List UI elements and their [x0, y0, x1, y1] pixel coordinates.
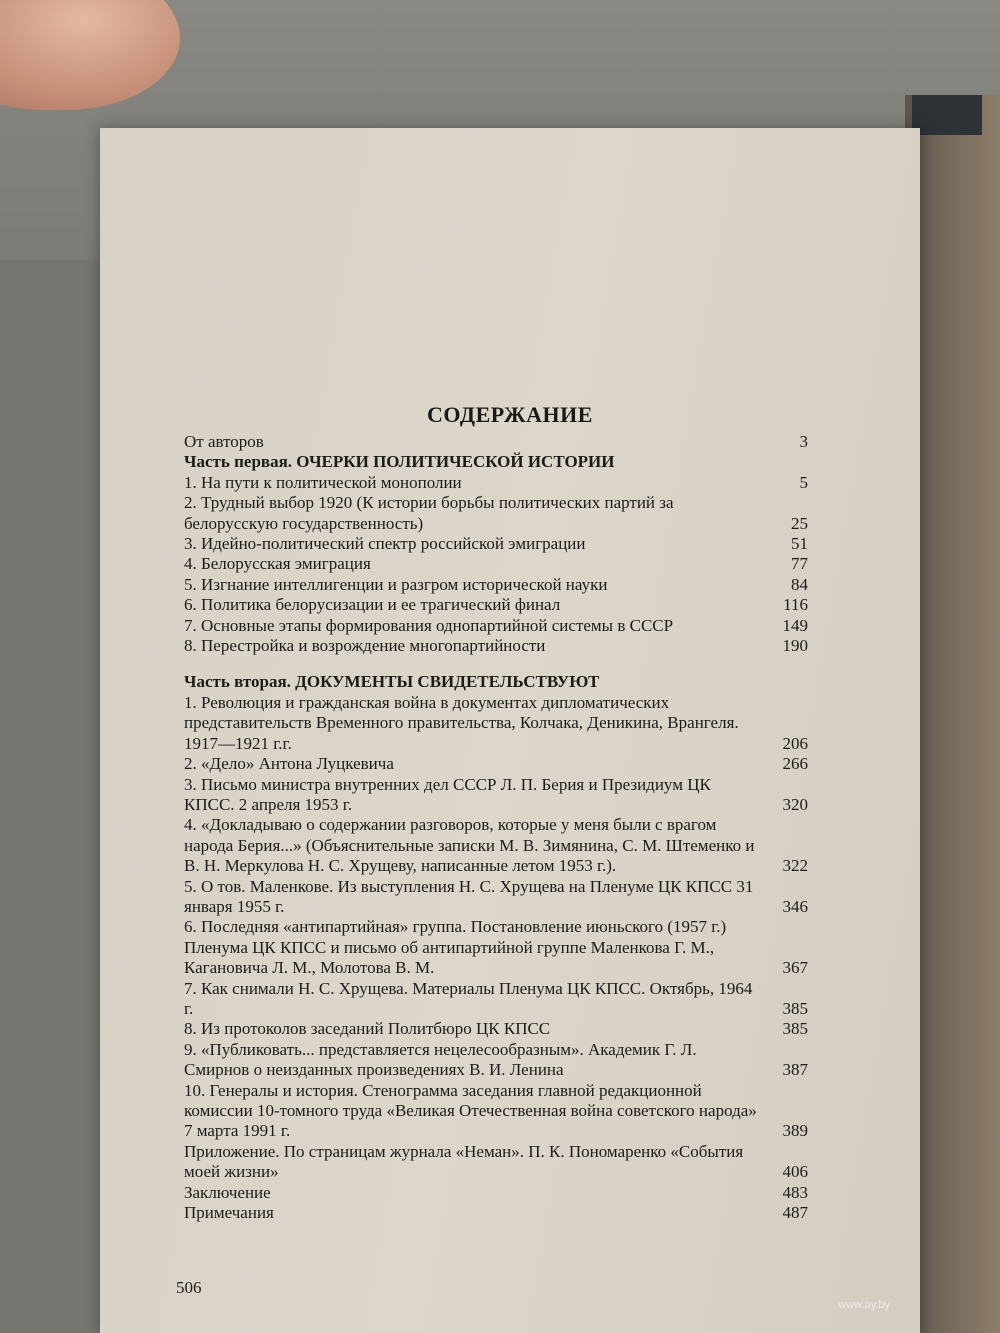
toc-entry: [184, 917, 808, 978]
toc-entry-page: 385: [782, 998, 808, 1018]
section-gap: [184, 656, 808, 672]
toc-entry-title: 8. Перестройка и возрождение многопартийности: [184, 636, 546, 656]
toc-entry-title: Заключение: [184, 1182, 271, 1202]
toc-entry: [184, 754, 808, 774]
page-title: СОДЕРЖАНИЕ: [427, 402, 593, 427]
toc-entry-page: 406: [782, 1162, 808, 1182]
toc-entry-title: Приложение. По страницам журнала «Неман». П. К. Пономаренко «События моей жизни»: [184, 1141, 744, 1182]
toc-entry: [184, 432, 808, 452]
toc-entry-title: 2. «Дело» Антона Луцкевича: [184, 754, 394, 774]
toc-entry-page: 77: [791, 554, 808, 574]
toc-entry: [184, 1019, 808, 1039]
toc-entry-title: 2. Трудный выбор 1920 (К истории борьбы политических партий за белорусскую государственность): [184, 493, 674, 533]
toc-entry-title: 1. Революция и гражданская война в документах дипломатических представительств Временного правительства, Колчака, Деникина, Врангеля. 1917—1921 г.г.: [184, 692, 739, 753]
toc-entry: [184, 595, 808, 615]
toc-entry-title: От авторов: [184, 432, 264, 451]
toc-entry-title: 3. Письмо министра внутренних дел СССР Л. П. Берия и Президиум ЦК КПСС. 2 апреля 1953 г.: [184, 774, 711, 814]
toc-entry: [184, 775, 808, 816]
toc-entry: [184, 1081, 808, 1142]
toc-entry-page: 367: [782, 958, 808, 978]
toc-entry-page: 206: [782, 733, 808, 753]
toc-entry: [184, 554, 808, 574]
toc-entry-title: 3. Идейно-политический спектр российской эмиграции: [184, 534, 586, 554]
toc-entry-title: Часть вторая. ДОКУМЕНТЫ СВИДЕТЕЛЬСТВУЮТ: [184, 672, 600, 692]
toc-part-heading: [184, 672, 808, 692]
toc-entry: [184, 473, 808, 493]
toc-entry-title: 4. Белорусская эмиграция: [184, 554, 371, 574]
toc-entry-page: 322: [782, 856, 808, 876]
toc-entry-title: 7. Как снимали Н. С. Хрущева. Материалы Пленума ЦК КПСС. Октябрь, 1964 г.: [184, 978, 753, 1018]
toc-entry-title: 5. Изгнание интеллигенции и разгром исторической науки: [184, 574, 608, 594]
toc-entry-page: 51: [791, 534, 808, 554]
toc-entry-page: 389: [782, 1121, 808, 1141]
toc-entry-page: 190: [782, 636, 808, 656]
toc-entry-page: 266: [782, 754, 808, 774]
toc-entry-page: 387: [782, 1060, 808, 1080]
toc-entry-page: 483: [782, 1182, 808, 1202]
toc-entry-title: 4. «Докладываю о содержании разговоров, которые у меня были с врагом народа Берия...» (Объяснительные записки М. В. Зимянина, С. М. Штеменко и В. Н. Меркулова Н. С. Хрущеву, написанные летом 1953 г.).: [184, 815, 755, 876]
toc-entry: [184, 693, 808, 754]
toc-entry-title: 1. На пути к политической монополии: [184, 472, 462, 492]
toc-entry: [184, 636, 808, 656]
toc-entry: [184, 1183, 808, 1203]
toc-entry: [184, 534, 808, 554]
toc-entry-page: 84: [791, 574, 808, 594]
toc-entry-title: 6. Последняя «антипартийная» группа. Постановление июньского (1957 г.) Пленума ЦК КПСС и письмо об антипартийной группе Маленкова Г. М., Кагановича Л. М., Молотова В. М.: [184, 917, 727, 978]
toc-entry-title: 5. О тов. Маленкове. Из выступления Н. С. Хрущева на Пленуме ЦК КПСС 31 января 1955 г.: [184, 876, 754, 916]
toc-entry: [184, 1142, 808, 1183]
toc-part-heading: [184, 452, 808, 472]
toc-entry: [184, 1040, 808, 1081]
toc-entry: [184, 575, 808, 595]
toc-entry-page: 25: [791, 513, 808, 533]
toc-entry-page: 5: [799, 472, 808, 492]
toc-entry-page: 3: [799, 432, 808, 451]
toc-entry-title: 9. «Публиковать... представляется нецелесообразным». Академик Г. Л. Смирнов о неизданных произведениях В. И. Ленина: [184, 1039, 697, 1080]
book-spine: [912, 95, 982, 135]
toc-entry: [184, 815, 808, 876]
toc-entry-page: 320: [782, 794, 808, 814]
table-of-contents: [184, 432, 808, 1223]
toc-entry: [184, 979, 808, 1020]
toc-entry: [184, 493, 808, 534]
toc-entry-page: 116: [783, 595, 808, 615]
toc-entry-title: 10. Генералы и история. Стенограмма заседания главной редакционной комиссии 10-томного труда «Великая Отечественная война советского народа» 7 марта 1991 г.: [184, 1080, 757, 1141]
toc-entry: [184, 1203, 808, 1223]
toc-entry-page: 346: [782, 896, 808, 916]
watermark: www.ay.by: [838, 1299, 890, 1311]
toc-entry-title: 7. Основные этапы формирования однопартийной системы в СССР: [184, 615, 674, 635]
toc-entry-page: 487: [782, 1203, 808, 1223]
toc-entry-title: 8. Из протоколов заседаний Политбюро ЦК КПСС: [184, 1019, 551, 1039]
toc-entry-page: 385: [782, 1019, 808, 1039]
toc-entry: [184, 877, 808, 918]
toc-entry: [184, 616, 808, 636]
toc-entry-page: 149: [782, 615, 808, 635]
toc-entry-title: Примечания: [184, 1203, 274, 1223]
toc-entry-title: 6. Политика белорусизации и ее трагический финал: [184, 595, 561, 615]
toc-entry-title: Часть первая. ОЧЕРКИ ПОЛИТИЧЕСКОЙ ИСТОРИИ: [184, 452, 615, 472]
page-number: 506: [176, 1278, 202, 1297]
